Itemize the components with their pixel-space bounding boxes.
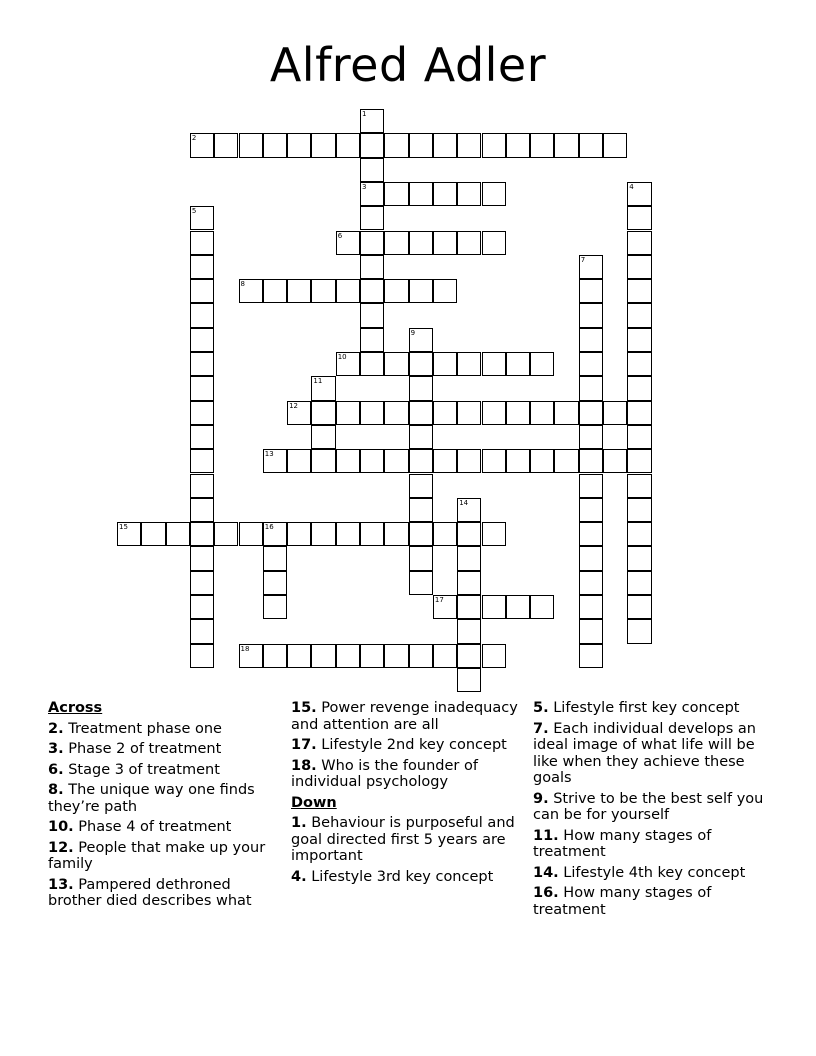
grid-cell[interactable] xyxy=(579,133,603,157)
grid-cell[interactable] xyxy=(384,279,408,303)
grid-cell[interactable] xyxy=(433,352,457,376)
grid-cell[interactable] xyxy=(336,522,360,546)
grid-cell[interactable] xyxy=(506,352,530,376)
grid-cell[interactable] xyxy=(579,619,603,643)
clue-item xyxy=(533,885,773,918)
grid-cell[interactable] xyxy=(433,401,457,425)
clue-item xyxy=(533,700,773,717)
clue-text: Who is the founder of individual psychology xyxy=(291,757,478,790)
grid-cell[interactable] xyxy=(190,376,214,400)
clue-number-label: 1 xyxy=(362,110,367,118)
grid-cell[interactable] xyxy=(360,133,384,157)
grid-cell[interactable] xyxy=(190,352,214,376)
grid-cell[interactable] xyxy=(482,449,506,473)
grid-cell[interactable] xyxy=(579,401,603,425)
grid-cell[interactable] xyxy=(482,133,506,157)
clue-number: 8. xyxy=(48,782,64,798)
grid-cell[interactable] xyxy=(482,352,506,376)
grid-cell[interactable] xyxy=(409,376,433,400)
grid-cell[interactable] xyxy=(311,644,335,668)
grid-cell[interactable] xyxy=(579,328,603,352)
grid-cell[interactable] xyxy=(627,182,651,206)
grid-cell[interactable] xyxy=(627,231,651,255)
clue-item xyxy=(48,741,278,758)
grid-cell[interactable] xyxy=(117,522,141,546)
clue-text: Phase 2 of treatment xyxy=(63,741,222,757)
clue-number: 7. xyxy=(533,720,549,737)
clue-number: 13. xyxy=(48,876,74,893)
clue-number-label: 5 xyxy=(191,207,197,216)
grid-cell[interactable] xyxy=(627,425,651,449)
grid-cell[interactable] xyxy=(336,279,360,303)
grid-cell[interactable] xyxy=(311,401,335,425)
clue-number-label: 10 xyxy=(337,353,347,361)
grid-cell[interactable] xyxy=(190,546,214,570)
clue-column-1 xyxy=(48,700,278,914)
grid-cell[interactable] xyxy=(457,182,481,206)
clue-number: 10. xyxy=(48,819,74,835)
grid-cell[interactable] xyxy=(190,303,214,327)
grid-cell[interactable] xyxy=(603,449,627,473)
grid-cell[interactable] xyxy=(433,449,457,473)
clue-item xyxy=(48,877,278,910)
grid-cell[interactable] xyxy=(579,595,603,619)
grid-cell[interactable] xyxy=(384,352,408,376)
clue-number-label: 17 xyxy=(434,596,444,604)
grid-cell[interactable] xyxy=(579,352,603,376)
grid-cell[interactable] xyxy=(579,376,603,400)
clue-text: Stage 3 of treatment xyxy=(63,761,220,778)
grid-cell[interactable] xyxy=(579,303,603,327)
clue-number: 5. xyxy=(533,700,549,716)
clue-text: How many stages of treatment xyxy=(533,885,712,918)
grid-cell[interactable] xyxy=(530,401,554,425)
grid-cell[interactable] xyxy=(506,449,530,473)
grid-cell[interactable] xyxy=(239,522,263,546)
grid-cell[interactable] xyxy=(627,401,651,425)
grid-cell[interactable] xyxy=(263,595,287,619)
grid-cell[interactable] xyxy=(384,522,408,546)
grid-cell[interactable] xyxy=(627,255,651,279)
grid-cell[interactable] xyxy=(457,522,481,546)
grid-cell[interactable] xyxy=(579,546,603,570)
grid-cell[interactable] xyxy=(554,401,578,425)
clue-item xyxy=(533,865,773,882)
clue-text: People that make up your family xyxy=(48,839,266,872)
clue-number: 11. xyxy=(533,827,559,844)
grid-cell[interactable] xyxy=(287,279,311,303)
grid-cell[interactable] xyxy=(579,255,603,279)
clue-number: 2. xyxy=(48,720,64,737)
grid-cell[interactable] xyxy=(433,595,457,619)
grid-cell[interactable] xyxy=(579,279,603,303)
grid-cell[interactable] xyxy=(263,571,287,595)
grid-cell[interactable] xyxy=(311,449,335,473)
grid-cell[interactable] xyxy=(579,571,603,595)
grid-cell[interactable] xyxy=(141,522,165,546)
grid-cell[interactable] xyxy=(287,644,311,668)
grid-cell[interactable] xyxy=(627,595,651,619)
grid-cell[interactable] xyxy=(214,133,238,157)
clue-text: The unique way one finds they’re path xyxy=(48,782,255,815)
clue-number-label: 18 xyxy=(240,644,250,653)
grid-cell[interactable] xyxy=(190,449,214,473)
grid-cell[interactable] xyxy=(409,182,433,206)
grid-cell[interactable] xyxy=(190,231,214,255)
grid-cell[interactable] xyxy=(263,644,287,668)
grid-cell[interactable] xyxy=(214,522,238,546)
grid-cell[interactable] xyxy=(311,133,335,157)
grid-cell[interactable] xyxy=(409,474,433,498)
grid-cell[interactable] xyxy=(166,522,190,546)
grid-cell[interactable] xyxy=(530,449,554,473)
grid-cell[interactable] xyxy=(579,498,603,522)
grid-cell[interactable] xyxy=(311,425,335,449)
clue-number: 9. xyxy=(533,790,549,807)
grid-cell[interactable] xyxy=(627,498,651,522)
grid-cell[interactable] xyxy=(409,571,433,595)
clue-text: Phase 4 of treatment xyxy=(73,819,232,835)
grid-cell[interactable] xyxy=(360,158,384,182)
grid-cell[interactable] xyxy=(409,498,433,522)
grid-cell[interactable] xyxy=(579,449,603,473)
clue-item xyxy=(48,782,278,815)
grid-cell[interactable] xyxy=(360,303,384,327)
grid-cell[interactable] xyxy=(190,474,214,498)
clue-number-label: 7 xyxy=(580,255,586,264)
grid-cell[interactable] xyxy=(190,401,214,425)
grid-cell[interactable] xyxy=(336,133,360,157)
grid-cell[interactable] xyxy=(409,644,433,668)
grid-cell[interactable] xyxy=(409,133,433,157)
grid-cell[interactable] xyxy=(263,279,287,303)
grid-cell[interactable] xyxy=(433,133,457,157)
grid-cell[interactable] xyxy=(336,231,360,255)
grid-cell[interactable] xyxy=(336,644,360,668)
grid-cell[interactable] xyxy=(627,328,651,352)
grid-cell[interactable] xyxy=(409,352,433,376)
grid-cell[interactable] xyxy=(360,231,384,255)
grid-cell[interactable] xyxy=(457,619,481,643)
grid-cell[interactable] xyxy=(457,401,481,425)
clue-number-label: 9 xyxy=(410,328,416,337)
clue-text: Behaviour is purposeful and goal directed first 5 years are important xyxy=(291,815,515,864)
clue-text: Treatment phase one xyxy=(63,720,222,737)
grid-cell[interactable] xyxy=(457,133,481,157)
grid-cell[interactable] xyxy=(360,182,384,206)
grid-cell[interactable] xyxy=(457,644,481,668)
down-heading: Down xyxy=(291,794,337,811)
clue-column-3 xyxy=(533,700,773,922)
grid-cell[interactable] xyxy=(482,231,506,255)
grid-cell[interactable] xyxy=(190,595,214,619)
clue-number: 14. xyxy=(533,864,559,881)
grid-cell[interactable] xyxy=(287,522,311,546)
grid-cell[interactable] xyxy=(457,668,481,692)
grid-cell[interactable] xyxy=(627,474,651,498)
grid-cell[interactable] xyxy=(554,449,578,473)
grid-cell[interactable] xyxy=(482,182,506,206)
grid-cell[interactable] xyxy=(190,206,214,230)
grid-cell[interactable] xyxy=(360,401,384,425)
clue-number-label: 8 xyxy=(240,280,245,289)
grid-cell[interactable] xyxy=(360,206,384,230)
grid-cell[interactable] xyxy=(336,401,360,425)
grid-cell[interactable] xyxy=(409,522,433,546)
clue-number: 12. xyxy=(48,839,74,856)
grid-cell[interactable] xyxy=(603,133,627,157)
clue-text: Lifestyle 2nd key concept xyxy=(316,737,507,753)
grid-cell[interactable] xyxy=(457,571,481,595)
clue-number: 3. xyxy=(48,741,64,757)
grid-cell[interactable] xyxy=(482,401,506,425)
grid-cell[interactable] xyxy=(506,133,530,157)
grid-cell[interactable] xyxy=(263,546,287,570)
grid-cell[interactable] xyxy=(190,619,214,643)
grid-cell[interactable] xyxy=(627,206,651,230)
grid-cell[interactable] xyxy=(627,522,651,546)
clue-item xyxy=(291,758,523,791)
clue-number-label: 12 xyxy=(289,401,299,410)
clue-number-label: 13 xyxy=(264,450,274,459)
puzzle-title: Alfred Adler xyxy=(269,38,547,92)
grid-cell[interactable] xyxy=(603,401,627,425)
grid-cell[interactable] xyxy=(506,595,530,619)
clue-number: 18. xyxy=(291,757,317,774)
grid-cell[interactable] xyxy=(457,231,481,255)
clue-number-label: 15 xyxy=(119,523,128,532)
grid-cell[interactable] xyxy=(409,546,433,570)
clue-number-label: 14 xyxy=(459,498,469,507)
clue-item xyxy=(291,869,523,886)
grid-cell[interactable] xyxy=(433,231,457,255)
grid-cell[interactable] xyxy=(311,522,335,546)
grid-cell[interactable] xyxy=(287,449,311,473)
grid-cell[interactable] xyxy=(263,133,287,157)
clue-number: 16. xyxy=(533,885,559,901)
grid-cell[interactable] xyxy=(506,401,530,425)
grid-cell[interactable] xyxy=(384,401,408,425)
grid-cell[interactable] xyxy=(627,619,651,643)
grid-cell[interactable] xyxy=(360,522,384,546)
clue-number: 1. xyxy=(291,815,307,831)
clue-number: 6. xyxy=(48,761,64,778)
grid-cell[interactable] xyxy=(579,644,603,668)
grid-cell[interactable] xyxy=(627,376,651,400)
grid-cell[interactable] xyxy=(530,133,554,157)
grid-cell[interactable] xyxy=(579,474,603,498)
clue-text: Pampered dethroned brother died describes what xyxy=(48,876,252,909)
grid-cell[interactable] xyxy=(360,644,384,668)
grid-cell[interactable] xyxy=(627,571,651,595)
grid-cell[interactable] xyxy=(190,522,214,546)
clue-item xyxy=(533,828,773,861)
grid-cell[interactable] xyxy=(360,109,384,133)
clue-number-label: 2 xyxy=(191,134,197,143)
clue-item xyxy=(291,737,523,754)
grid-cell[interactable] xyxy=(627,546,651,570)
grid-cell[interactable] xyxy=(190,571,214,595)
grid-cell[interactable] xyxy=(311,376,335,400)
grid-cell[interactable] xyxy=(190,498,214,522)
clue-item xyxy=(48,762,278,779)
grid-cell[interactable] xyxy=(384,182,408,206)
grid-cell[interactable] xyxy=(457,352,481,376)
clue-item xyxy=(533,721,773,787)
grid-cell[interactable] xyxy=(409,279,433,303)
grid-cell[interactable] xyxy=(627,449,651,473)
clue-item xyxy=(291,815,523,865)
clue-text: How many stages of treatment xyxy=(533,827,712,860)
grid-cell[interactable] xyxy=(433,182,457,206)
clue-text: Power revenge inadequacy and attention are all xyxy=(291,700,518,733)
grid-cell[interactable] xyxy=(239,133,263,157)
grid-cell[interactable] xyxy=(311,279,335,303)
grid-cell[interactable] xyxy=(482,595,506,619)
grid-cell[interactable] xyxy=(190,279,214,303)
grid-cell[interactable] xyxy=(482,644,506,668)
clue-item xyxy=(533,791,773,824)
clue-text: Each individual develops an ideal image of what life will be like when they achieve these goals xyxy=(533,720,756,786)
grid-cell[interactable] xyxy=(433,644,457,668)
grid-cell[interactable] xyxy=(360,279,384,303)
grid-cell[interactable] xyxy=(190,425,214,449)
grid-cell[interactable] xyxy=(263,522,287,546)
clue-item xyxy=(48,819,278,836)
grid-cell[interactable] xyxy=(433,279,457,303)
grid-cell[interactable] xyxy=(554,133,578,157)
grid-cell[interactable] xyxy=(190,255,214,279)
grid-cell[interactable] xyxy=(263,449,287,473)
grid-cell[interactable] xyxy=(336,449,360,473)
grid-cell[interactable] xyxy=(409,231,433,255)
grid-cell[interactable] xyxy=(384,231,408,255)
grid-cell[interactable] xyxy=(287,133,311,157)
clue-number: 4. xyxy=(291,868,307,885)
clue-number-label: 4 xyxy=(629,182,634,191)
across-heading: Across xyxy=(48,700,103,716)
clue-item xyxy=(291,700,523,733)
grid-cell[interactable] xyxy=(457,449,481,473)
clue-number-label: 6 xyxy=(337,231,343,240)
grid-cell[interactable] xyxy=(627,303,651,327)
clue-text: Lifestyle 4th key concept xyxy=(558,864,746,881)
clue-number-label: 3 xyxy=(362,182,367,191)
grid-cell[interactable] xyxy=(409,401,433,425)
clue-text: Lifestyle first key concept xyxy=(548,700,740,716)
grid-cell[interactable] xyxy=(579,425,603,449)
grid-cell[interactable] xyxy=(579,522,603,546)
grid-cell[interactable] xyxy=(627,352,651,376)
clue-text: Strive to be the best self you can be for yourself xyxy=(533,790,764,823)
grid-cell[interactable] xyxy=(360,352,384,376)
clue-number: 15. xyxy=(291,700,317,716)
grid-cell[interactable] xyxy=(360,328,384,352)
clue-number-label: 11 xyxy=(313,377,323,386)
grid-cell[interactable] xyxy=(482,522,506,546)
grid-cell[interactable] xyxy=(384,644,408,668)
grid-cell[interactable] xyxy=(360,449,384,473)
clue-item xyxy=(48,721,278,738)
grid-cell[interactable] xyxy=(457,595,481,619)
grid-cell[interactable] xyxy=(287,401,311,425)
grid-cell[interactable] xyxy=(530,595,554,619)
grid-cell[interactable] xyxy=(384,133,408,157)
clue-column-2 xyxy=(291,700,523,889)
grid-cell[interactable] xyxy=(457,498,481,522)
grid-cell[interactable] xyxy=(457,546,481,570)
grid-cell[interactable] xyxy=(409,449,433,473)
grid-cell[interactable] xyxy=(433,522,457,546)
clue-number: 17. xyxy=(291,737,317,753)
grid-cell[interactable] xyxy=(190,328,214,352)
grid-cell[interactable] xyxy=(239,644,263,668)
clue-list xyxy=(0,700,816,960)
grid-cell[interactable] xyxy=(190,133,214,157)
clue-number-label: 16 xyxy=(264,523,274,532)
grid-cell[interactable] xyxy=(239,279,263,303)
grid-cell[interactable] xyxy=(336,352,360,376)
grid-cell[interactable] xyxy=(384,449,408,473)
clue-text: Lifestyle 3rd key concept xyxy=(306,868,494,885)
grid-cell[interactable] xyxy=(190,644,214,668)
grid-cell[interactable] xyxy=(530,352,554,376)
grid-cell[interactable] xyxy=(360,255,384,279)
grid-cell[interactable] xyxy=(409,328,433,352)
grid-cell[interactable] xyxy=(409,425,433,449)
clue-item xyxy=(48,840,278,873)
grid-cell[interactable] xyxy=(627,279,651,303)
